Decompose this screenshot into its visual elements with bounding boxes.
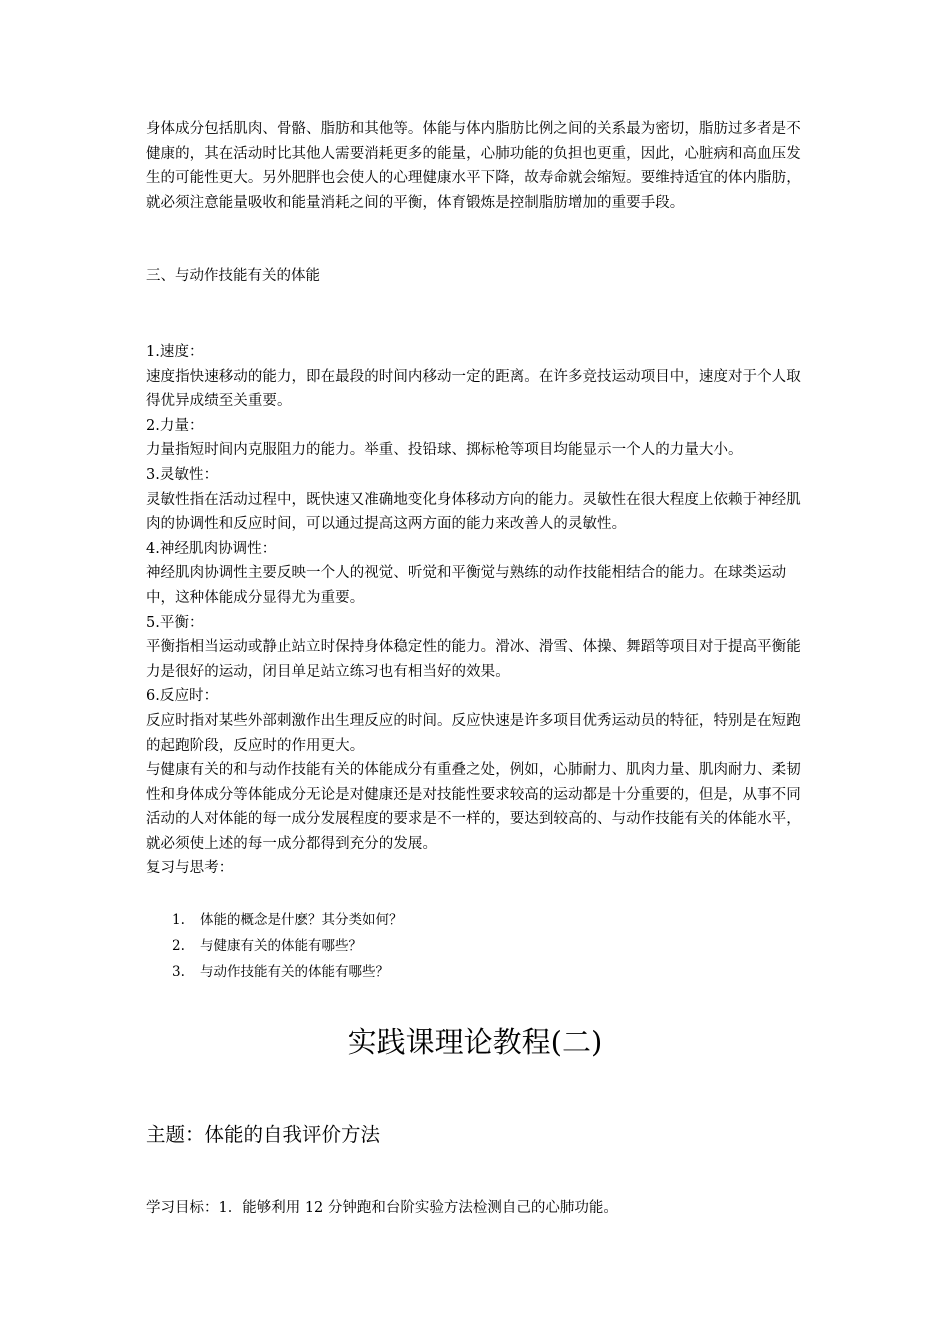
item-label-speed: 1.速度： (146, 344, 204, 360)
item-label-reaction: 6.反应时： (146, 688, 219, 705)
review-heading: 复习与思考： (146, 860, 234, 877)
list-item (172, 959, 403, 985)
item-label-agility: 3.灵敏性： (146, 466, 219, 483)
item-label-balance: 5.平衡： (146, 614, 204, 631)
review-questions (172, 907, 403, 985)
item-label-strength: 2.力量： (146, 417, 204, 434)
summary-paragraph: 与健康有关的和与动作技能有关的体能成分有重叠之处，例如，心肺耐力、肌肉力量、肌肉耐力、柔韧性和身体成分等体能成分无论是对健康还是对技能性要求较高的运动都是十分重要的，但是，从事不同活动的人对体能的每一成分发展程度的要求是不一样的，要达到较高的、与动作技能有关的体能水平，就必须使上述的每一成分都得到充分的发展。 (146, 762, 801, 852)
list-item (172, 907, 403, 933)
section-heading: 三、与动作技能有关的体能 (146, 268, 320, 284)
question-number: 1. (172, 912, 185, 928)
item-text-reaction: 反应时指对某些外部刺激作出生理反应的时间。反应快速是许多项目优秀运动员的特征，特别是在短跑的起跑阶段，反应时的作用更大。 (146, 712, 801, 754)
question-text: 与动作技能有关的体能有哪些？ (200, 964, 389, 980)
theme-heading: 主题：体能的自我评价方法 (146, 1123, 381, 1146)
question-number: 2. (172, 938, 185, 954)
question-number: 3. (172, 964, 185, 980)
item-text-speed: 速度指快速移动的能力，即在最段的时间内移动一定的距离。在许多竞技运动项目中，速度对于个人取得优异成绩至关重要。 (146, 368, 801, 410)
item-label-coordination: 4.神经肌肉协调性： (146, 540, 277, 557)
item-text-agility: 灵敏性指在活动过程中，既快速又准确地变化身体移动方向的能力。灵敏性在很大程度上依赖于神经肌肉的协调性和反应时间，可以通过提高这两方面的能力来改善人的灵敏性。 (146, 491, 801, 533)
item-text-coordination: 神经肌肉协调性主要反映一个人的视觉、听觉和平衡觉与熟练的动作技能相结合的能力。在球类运动中，这种体能成分显得尤为重要。 (146, 565, 787, 606)
ability-items (146, 340, 814, 881)
list-item (172, 933, 403, 959)
intro-paragraph: 身体成分包括肌肉、骨骼、脂肪和其他等。体能与体内脂肪比例之间的关系最为密切，脂肪过多者是不健康的，其在活动时比其他人需要消耗更多的能量，心肺功能的负担也更重，因此，心脏病和高血压发生的可能性更大。另外肥胖也会使人的心理健康水平下降，故寿命就会缩短。要维持适宜的体内脂肪，就必须注意能量吸收和能量消耗之间的平衡，体育锻炼是控制脂肪增加的重要手段。 (146, 121, 801, 211)
learning-objective: 学习目标：1．能够利用 12 分钟跑和台阶实验方法检测自己的心肺功能。 (146, 1200, 618, 1216)
chapter-title: 实践课理论教程(二) (347, 1025, 603, 1059)
question-text: 体能的概念是什麽？其分类如何？ (200, 912, 403, 928)
question-text: 与健康有关的体能有哪些？ (200, 938, 362, 954)
item-text-balance: 平衡指相当运动或静止站立时保持身体稳定性的能力。滑冰、滑雪、体操、舞蹈等项目对于提高平衡能力是很好的运动，闭目单足站立练习也有相当好的效果。 (146, 639, 801, 680)
item-text-strength: 力量指短时间内克服阻力的能力。举重、投铅球、掷标枪等项目均能显示一个人的力量大小。 (146, 442, 743, 459)
